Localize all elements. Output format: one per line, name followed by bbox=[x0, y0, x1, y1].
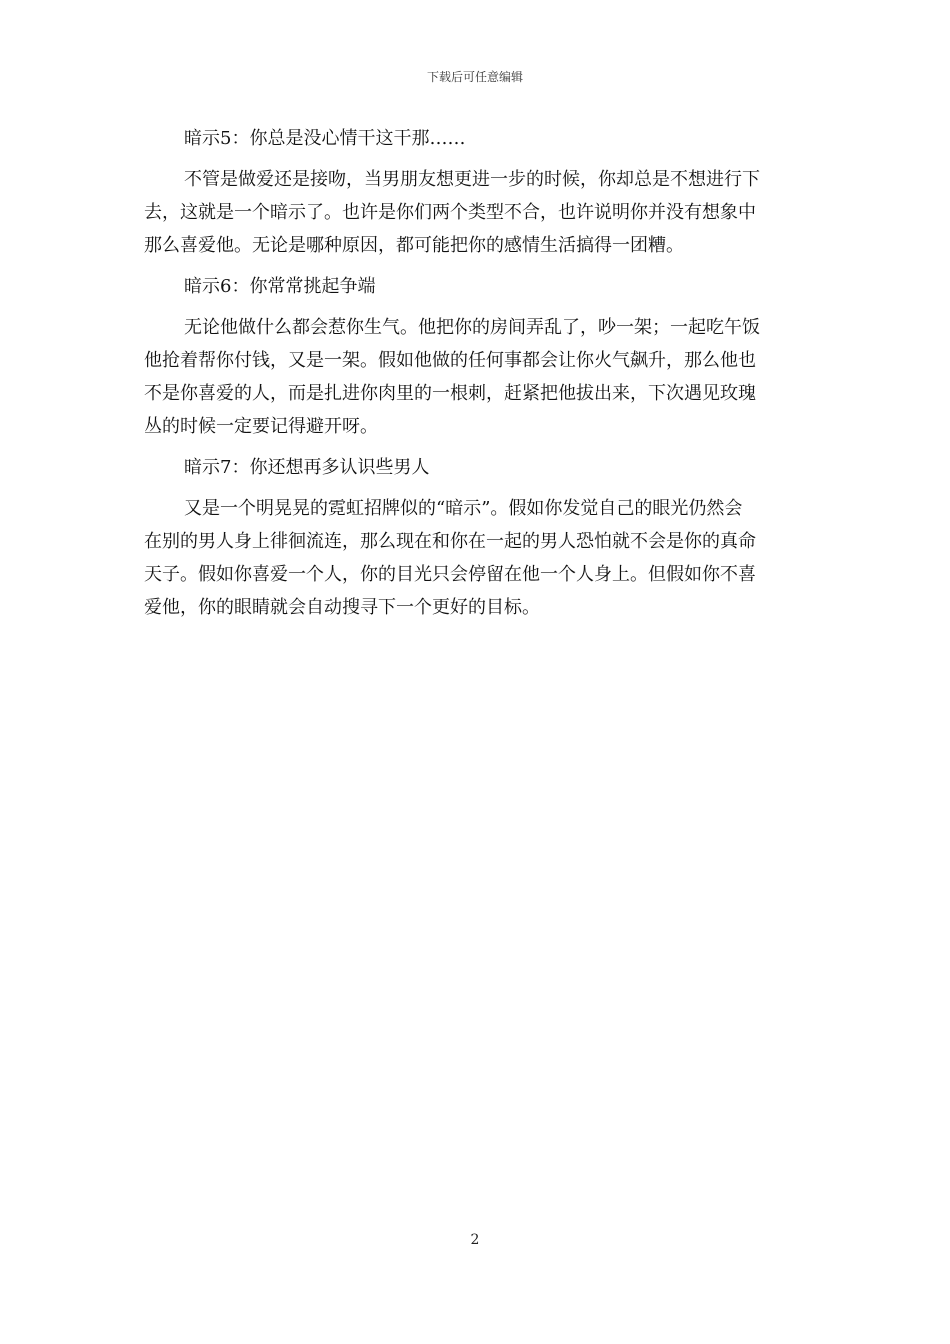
paragraph-line: 爱他，你的眼睛就会自动搜寻下一个更好的目标。 bbox=[144, 597, 540, 618]
paragraph-line: 去，这就是一个暗示了。也许是你们两个类型不合，也许说明你并没有想象中 bbox=[144, 202, 756, 223]
paragraph-line: 无论他做什么都会惹你生气。他把你的房间弄乱了，吵一架；一起吃午饭 bbox=[184, 317, 760, 338]
section-heading: 暗示5：你总是没心情干这干那…… bbox=[184, 128, 466, 149]
section-heading: 暗示6：你常常挑起争端 bbox=[184, 276, 376, 297]
paragraph-line: 在别的男人身上徘徊流连，那么现在和你在一起的男人恐怕就不会是你的真命 bbox=[144, 531, 756, 552]
paragraph bbox=[144, 311, 806, 443]
paragraph bbox=[144, 492, 806, 624]
paragraph-line: 天子。假如你喜爱一个人，你的目光只会停留在他一个人身上。但假如你不喜 bbox=[144, 564, 756, 585]
paragraph-line: 又是一个明晃晃的霓虹招牌似的“暗示”。假如你发觉自己的眼光仍然会 bbox=[184, 498, 743, 519]
paragraph-line: 不是你喜爱的人，而是扎进你肉里的一根刺，赶紧把他拔出来，下次遇见玫瑰 bbox=[144, 383, 756, 404]
paragraph-line: 他抢着帮你付钱，又是一架。假如他做的任何事都会让你火气飙升，那么他也 bbox=[144, 350, 756, 371]
page-header: 下载后可任意编辑 bbox=[426, 70, 523, 84]
document-body bbox=[144, 122, 806, 632]
paragraph-line: 丛的时候一定要记得避开呀。 bbox=[144, 416, 378, 437]
page-number: 2 bbox=[470, 1232, 480, 1248]
paragraph-line: 不管是做爱还是接吻，当男朋友想更进一步的时候，你却总是不想进行下 bbox=[184, 169, 760, 190]
paragraph bbox=[144, 163, 806, 262]
section-heading: 暗示7：你还想再多认识些男人 bbox=[184, 457, 430, 478]
paragraph-line: 那么喜爱他。无论是哪种原因，都可能把你的感情生活搞得一团糟。 bbox=[144, 235, 684, 256]
